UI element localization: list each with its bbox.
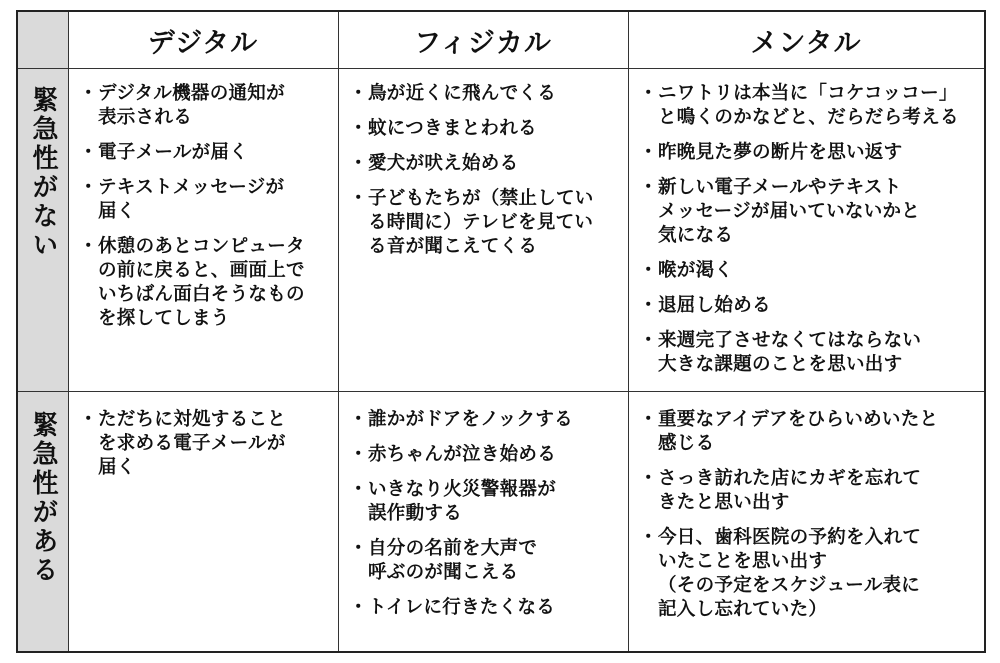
cell-urgent-digital bbox=[82, 408, 332, 491]
column-divider bbox=[68, 12, 69, 651]
list-item: ・ 電子メールが届く bbox=[82, 141, 332, 165]
row-label-not-urgent-cell bbox=[18, 68, 68, 391]
column-divider bbox=[628, 12, 629, 651]
list-item: ・ 誰かがドアをノックする bbox=[352, 408, 624, 432]
list-item: ・ 愛犬が吠え始める bbox=[352, 152, 624, 176]
column-divider bbox=[338, 12, 339, 651]
list-item: ・ 赤ちゃんが泣き始める bbox=[352, 443, 624, 467]
list-item: ・ トイレに行きたくなる bbox=[352, 596, 624, 620]
cell-urgent-mental bbox=[642, 408, 982, 633]
list-item: ・ 来週完了させなくてはならない 大きな課題のことを思い出す bbox=[642, 329, 982, 377]
list-item: ・ ニワトリは本当に「コケコッコー」 と鳴くのかなどと、だらだら考える bbox=[642, 82, 982, 130]
column-header-mental: メンタル bbox=[750, 27, 862, 59]
list-item: ・ テキストメッセージが 届く bbox=[82, 176, 332, 224]
list-item: ・ 退屈し始める bbox=[642, 294, 982, 318]
list-item: ・ 自分の名前を大声で 呼ぶのが聞こえる bbox=[352, 537, 624, 585]
distraction-table bbox=[16, 10, 986, 653]
cell-urgent-physical bbox=[352, 408, 624, 631]
list-item: ・ 鳥が近くに飛んでくる bbox=[352, 82, 624, 106]
column-header-digital: デジタル bbox=[147, 27, 259, 59]
cell-not-urgent-mental bbox=[642, 82, 982, 388]
list-item: ・ 新しい電子メールやテキスト メッセージが届いていないかと 気になる bbox=[642, 176, 982, 248]
cell-not-urgent-digital bbox=[82, 82, 332, 342]
row-label-urgent: 緊急性がある bbox=[28, 411, 58, 585]
list-item: ・ 蚊につきまとわれる bbox=[352, 117, 624, 141]
list-item: ・ ただちに対処すること を求める電子メールが 届く bbox=[82, 408, 332, 480]
list-item: ・ 重要なアイデアをひらいめいたと 感じる bbox=[642, 408, 982, 456]
row-divider bbox=[18, 391, 984, 392]
list-item: ・ 今日、歯科医院の予約を入れて いたことを思い出す （その予定をスケジュール表に 記入し忘れていた） bbox=[642, 526, 982, 622]
row-label-not-urgent: 緊急性がない bbox=[28, 86, 58, 260]
column-header-physical: フィジカル bbox=[414, 27, 552, 59]
row-label-urgent-cell bbox=[18, 391, 68, 651]
list-item: ・ さっき訪れた店にカギを忘れて きたと思い出す bbox=[642, 467, 982, 515]
list-item: ・ 子どもたちが（禁止してい る時間に）テレビを見てい る音が聞こえてくる bbox=[352, 187, 624, 259]
corner-cell bbox=[18, 12, 68, 68]
list-item: ・ 喉が渇く bbox=[642, 259, 982, 283]
list-item: ・ デジタル機器の通知が 表示される bbox=[82, 82, 332, 130]
list-item: ・ 休憩のあとコンピュータ の前に戻ると、画面上で いちばん面白そうなもの を探してしまう bbox=[82, 235, 332, 331]
list-item: ・ 昨晩見た夢の断片を思い返す bbox=[642, 141, 982, 165]
list-item: ・ いきなり火災警報器が 誤作動する bbox=[352, 478, 624, 526]
cell-not-urgent-physical bbox=[352, 82, 624, 270]
row-divider bbox=[18, 68, 984, 69]
